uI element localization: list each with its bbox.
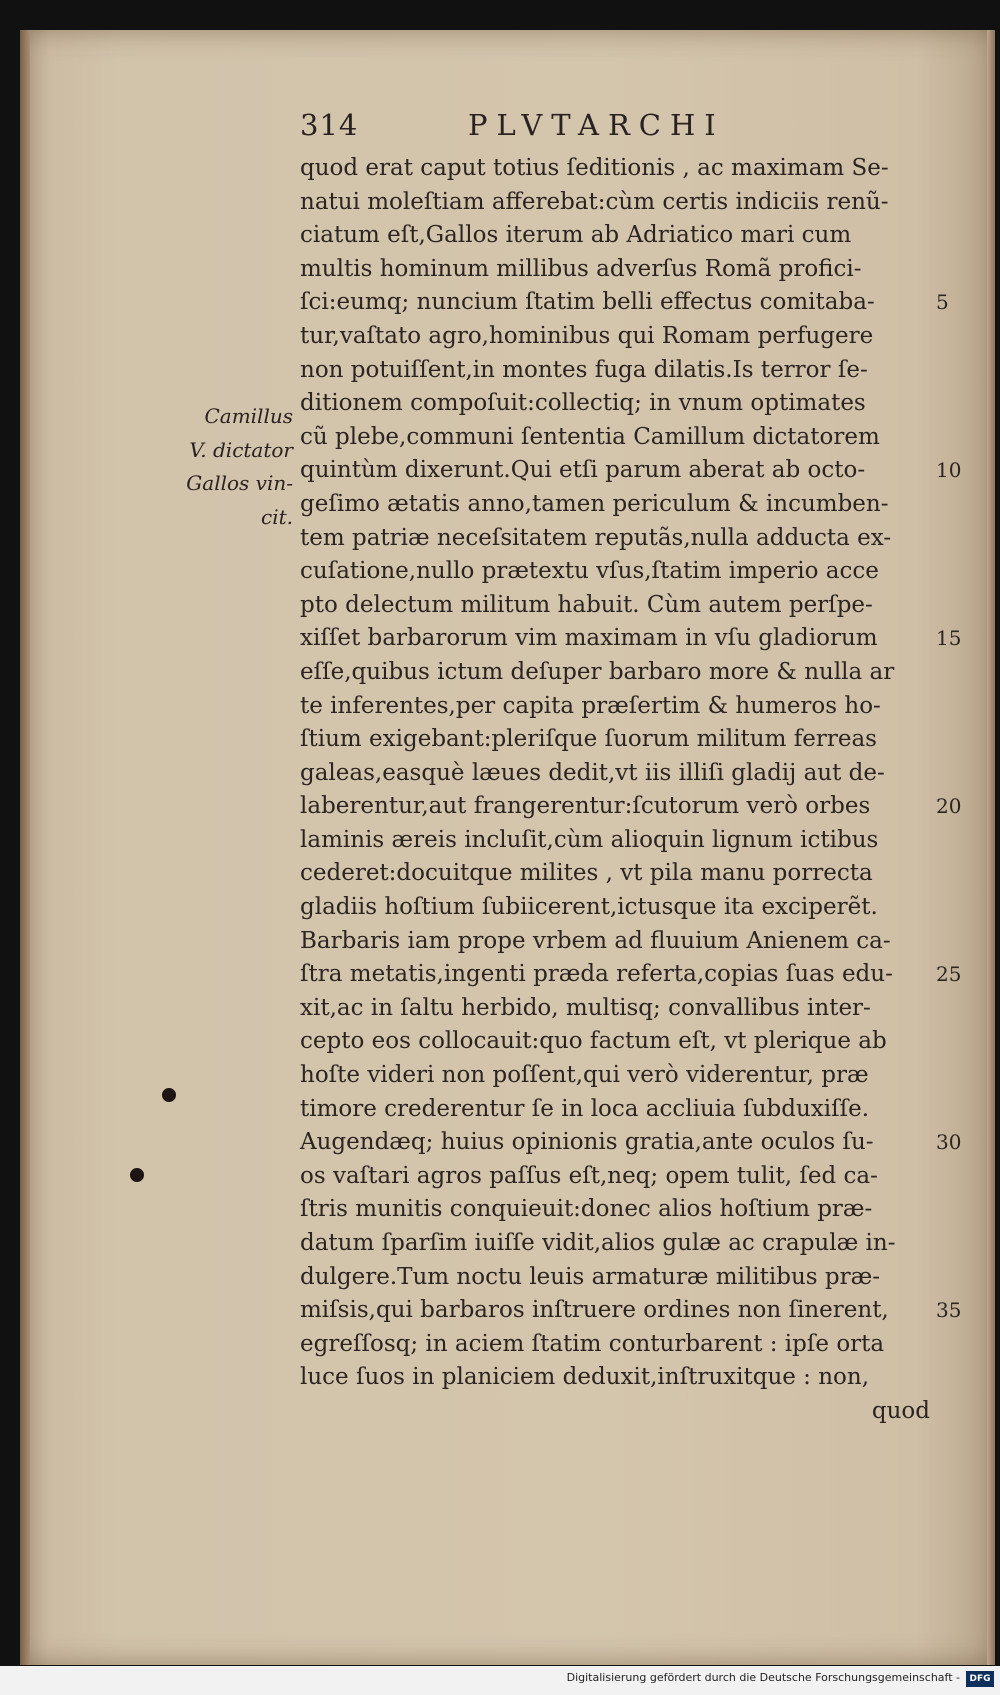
marginal-note-line: Camillus [204, 404, 293, 428]
text-line: ſtra metatis,ingenti præda referta,copias ſuas edu- [300, 961, 893, 988]
text-line: tur,vaſtato agro,hominibus qui Romam perfugere [300, 322, 874, 349]
text-line: quintùm dixerunt.Qui etſi parum aberat ab octo- [300, 457, 866, 484]
text-line: laberentur,aut frangerentur:ſcutorum verò orbes [300, 793, 871, 820]
text-line: timore crederentur ſe in loca accliuia ſubduxiſſe. [300, 1095, 870, 1122]
text-line: tem patriæ neceſsitatem reputãs,nulla adducta ex- [300, 524, 892, 551]
ink-spot [130, 1168, 144, 1182]
text-line: xiſſet barbarorum vim maximam in vſu gladiorum [300, 625, 878, 652]
marginal-note-line: V. dictator [189, 437, 293, 462]
line-number: 15 [936, 626, 962, 651]
page-right-edge [987, 30, 995, 1665]
text-line: geſimo ætatis anno,tamen periculum & incumben- [300, 490, 889, 517]
text-line: ditionem compoſuit:collectiq; in vnum optimates [300, 390, 866, 417]
ink-spot [162, 1088, 176, 1102]
line-number: 5 [936, 290, 949, 315]
text-line: cũ plebe,communi ſententia Camillum dictatorem [300, 423, 880, 450]
text-line: os vaſtari agros paſſus eſt,neq; opem tulit, ſed ca- [300, 1162, 878, 1189]
text-line: galeas,easquè læues dedit,vt iis illiſi gladij aut de- [300, 759, 885, 786]
line-number: 30 [936, 1130, 962, 1155]
text-line: ſtium exigebant:pleriſque ſuorum militum ferreas [300, 726, 877, 753]
text-line: dulgere.Tum noctu leuis armaturæ militibus præ- [300, 1263, 881, 1290]
line-number: 20 [936, 794, 962, 819]
text-line: luce ſuos in planiciem deduxit,inſtruxitque : non, [300, 1364, 870, 1391]
text-line: cuſatione,nullo prætextu vſus,ſtatim imperio acce [300, 558, 879, 585]
text-line: Barbaris iam prope vrbem ad fluuium Anienem ca- [300, 927, 891, 954]
marginal-note-line: cit. [261, 504, 293, 529]
text-line: Augendæq; huius opinionis gratia,ante oculos ſu- [300, 1129, 874, 1156]
text-line: datum ſparſim iuiſſe vidit,alios gulæ ac crapulæ in- [300, 1230, 896, 1256]
marginal-note [163, 400, 293, 534]
text-line: ſtris munitis conquieuit:donec alios hoſtium præ- [300, 1196, 873, 1223]
text-line: egreſſosq; in aciem ſtatim conturbarent : ipſe orta [300, 1330, 885, 1357]
text-line: laminis æreis incluſit,cùm alioquin lignum ictibus [300, 826, 879, 853]
text-line: xit,ac in ſaltu herbido, multisq; convallibus inter- [300, 994, 871, 1021]
text-line: gladiis hoſtium ſubiicerent,ictusque ita exciperẽt. [300, 894, 878, 921]
line-number: 35 [936, 1298, 962, 1323]
text-line: non potuiſſent,in montes fuga dilatis.Is terror ſe- [300, 356, 868, 383]
text-line: hoſte videri non poſſent,qui verò viderentur, præ [300, 1062, 869, 1089]
footer-bar [0, 1666, 1000, 1695]
text-line: natui moleſtiam afferebat:cùm certis indiciis renũ- [300, 188, 889, 215]
running-title: PLVTARCHI [468, 108, 725, 142]
text-line: ciatum eſt,Gallos iterum ab Adriatico mari cum [300, 222, 852, 249]
text-line: multis hominum millibus adverſus Romã profici- [300, 255, 862, 282]
marginal-note-line: Gallos vin- [186, 471, 293, 496]
page-number: 314 [300, 108, 359, 142]
page-left-edge [20, 30, 30, 1665]
dfg-logo-icon: DFG [966, 1671, 994, 1687]
text-line: pto delectum militum habuit. Cùm autem perſpe- [300, 591, 873, 618]
text-line: quod erat caput totius ſeditionis , ac maximam Se- [300, 155, 889, 181]
text-line: cepto eos collocauit:quo factum eſt, vt plerique ab [300, 1028, 887, 1055]
text-line: miſsis,qui barbaros inſtruere ordines non ſinerent, [300, 1297, 889, 1324]
text-line: te inferentes,per capita præſertim & humeros ho- [300, 692, 881, 719]
line-numbers [936, 152, 976, 1328]
footer-credit: Digitalisierung gefördert durch die Deutsche Forschungsgemeinschaft - [566, 1671, 960, 1684]
text-line: eſſe,quibus ictum deſuper barbaro more & nulla ar [300, 658, 895, 685]
line-number: 10 [936, 458, 962, 483]
catchword: quod [871, 1397, 930, 1424]
text-line: ſci:eumq; nuncium ſtatim belli effectus comitaba- [300, 289, 875, 316]
text-line: cederet:docuitque milites , vt pila manu porrecta [300, 860, 873, 887]
line-number: 25 [936, 962, 962, 987]
body-text [300, 152, 940, 1429]
